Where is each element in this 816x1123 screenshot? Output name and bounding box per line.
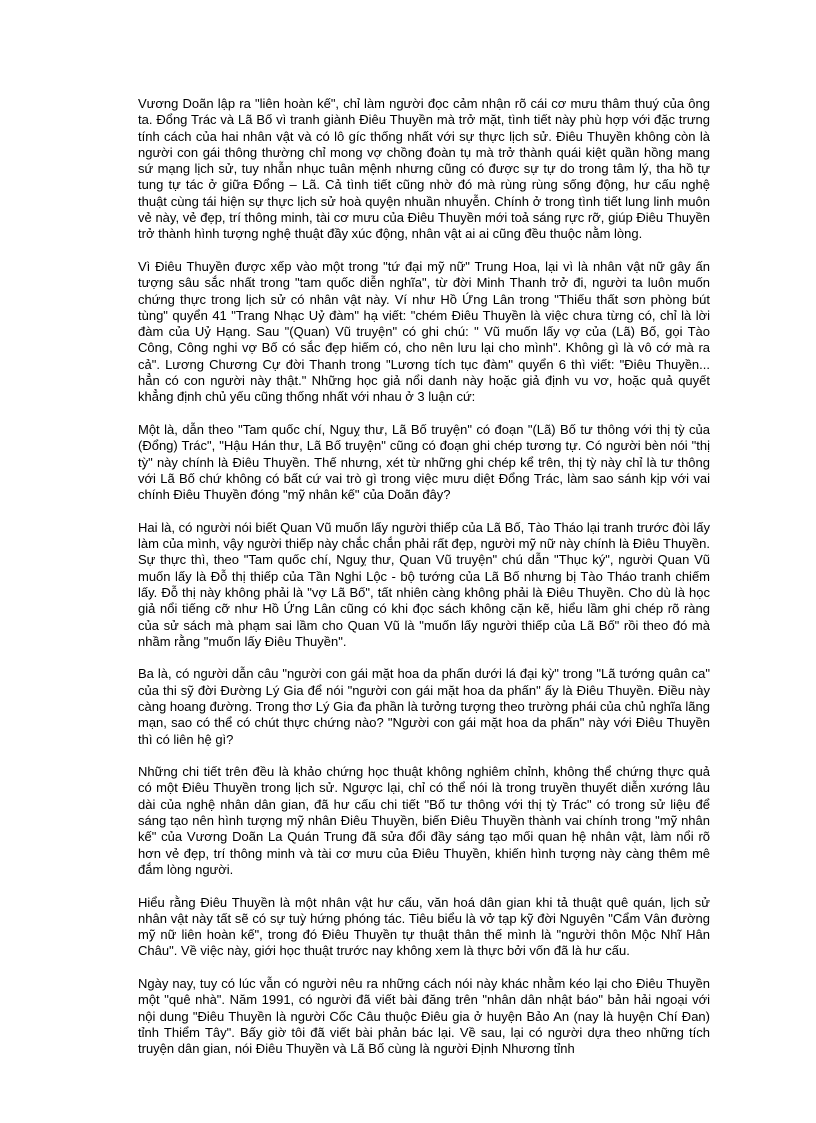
paragraph-4: Hai là, có người nói biết Quan Vũ muốn lấy người thiếp của Lã Bố, Tào Tháo lại tranh trước đòi lấy làm của mình, vậy người thiếp này chắc chắn phải rất đẹp, người mỹ nữ này chính là Điêu Thuyền. Sự thực thì, theo "Tam quốc chí, Nguỵ thư, Quan Vũ truyện" chú dẫn "Thục ký", người Quan Vũ muốn lấy là Đỗ thị thiếp của Tần Nghi Lộc - bộ tướng của Lã Bố nhưng bị Tào Tháo tranh chiếm lấy. Đỗ thị này không phải là "vợ Lã Bố", tất nhiên càng không phải là Điêu Thuyền. Cho dù là học giả nổi tiếng cỡ như Hồ Ứng Lân cũng có khi đọc sách không cặn kẽ, hiểu lầm ghi chép rõ ràng của sử sách mà phạm sai lầm cho Quan Vũ là "muốn lấy người thiếp của Lã Bố" rồi theo đó mà nhầm rằng "muốn lấy Điêu Thuyền". [138, 519, 710, 649]
paragraph-5: Ba là, có người dẫn câu "người con gái mặt hoa da phấn dưới lá đại kỳ" trong "Lã tướng quân ca" của thi sỹ đời Đường Lý Gia để nói "người con gái mặt hoa da phấn" ấy là Điêu Thuyền. Điều này càng hoang đường. Trong thơ Lý Gia đa phần là tưởng tượng theo trường phái của chủ nghĩa lãng mạn, sao có thể có chút thực chứng nào? "Người con gái mặt hoa da phấn" này với Điêu Thuyền thì có liên hệ gì? [138, 666, 710, 747]
paragraph-1: Vương Doãn lập ra "liên hoàn kế", chỉ làm người đọc cảm nhận rõ cái cơ mưu thâm thuý của ông ta. Đổng Trác và Lã Bố vì tranh giành Điêu Thuyền mà trở mặt, tình tiết này phù hợp với đặc trưng tính cách của hai nhân vật và có lô gíc thống nhất với sự thực lịch sử. Điêu Thuyền không còn là người con gái thông thường chỉ mong vợ chồng đoàn tụ mà trở thành quái kiệt quần hồng mang sứ mạng lịch sử, tuy nhẫn nhục tuân mệnh nhưng cũng có được sự tự do trong tâm lý, tha hồ tự tung tự tác ở giữa Đổng – Lã. Cả tình tiết cũng nhờ đó mà rùng rùng sống động, hư cấu nghệ thuật cùng tái hiện sự thực lịch sử hoà quyện nhuần nhuyễn. Chính ở trong tình tiết lung linh muôn vẻ này, vẻ đẹp, trí thông minh, tài cơ mưu của Điêu Thuyền mới toả sáng rực rỡ, giúp Điêu Thuyền trở thành hình tượng nghệ thuật đầy xúc động, nhân vật ai ai cũng đều thuộc nằm lòng. [138, 96, 710, 242]
paragraph-8: Ngày nay, tuy có lúc vẫn có người nêu ra những cách nói này khác nhằm kéo lại cho Điêu Thuyền một "quê nhà". Năm 1991, có người đã viết bài đăng trên "nhân dân nhật báo" bản hải ngoại với nội dung "Điêu Thuyền là người Cốc Câu thuộc Điêu gia ở huyện Bảo An (nay là huyện Chí Đan) tỉnh Thiểm Tây". Bấy giờ tôi đã viết bài phản bác lại. Về sau, lại có người dựa theo những tích truyện dân gian, nói Điêu Thuyền và Lã Bố cùng là người Định Nhương tỉnh [138, 976, 710, 1057]
paragraph-2: Vì Điêu Thuyền được xếp vào một trong "tứ đại mỹ nữ" Trung Hoa, lại vì là nhân vật nữ gây ấn tượng sâu sắc nhất trong "tam quốc diễn nghĩa", từ đời Minh Thanh trở đi, người ta luôn muốn chứng thực trong lịch sử có nhân vật này. Ví như Hồ Ứng Lân trong "Thiếu thất sơn phòng bút tùng" quyển 41 "Trang Nhạc Uỷ đàm" hạ viết: "chém Điêu Thuyền là việc chưa từng có, chỉ là lời đàm của Uỷ Hạng. Sau "(Quan) Vũ truyện" có ghi chú: " Vũ muốn lấy vợ của (Lã) Bố, gọi Tào Công, Công nghi vợ Bố có sắc đẹp hiếm có, cho nên lưu lại cho mình". Không gì là vô cớ mà ra cả". Lương Chương Cự đời Thanh trong "Lương tích tục đàm" quyển 6 thì viết: "Điêu Thuyền... hẳn có con người này thật." Những học giả nổi danh này hoặc giả định vu vơ, hoặc quả quyết khẳng định chủ yếu cũng thống nhất với nhau ở 3 luận cứ: [138, 258, 710, 405]
paragraph-3: Một là, dẫn theo "Tam quốc chí, Nguỵ thư, Lã Bố truyện" có đoạn "(Lã) Bố tư thông với thị tỳ của (Đổng) Trác", "Hậu Hán thư, Lã Bố truyện" cũng có đoạn ghi chép tương tự. Có người bèn nói "thị tỳ" này chính là Điêu Thuyền. Thế nhưng, xét từ những ghi chép kể trên, thị tỳ này chỉ là tư thông với Lã Bố chứ không có bất cứ vai trò gì trong việc mưu diệt Đổng Trác, làm sao sánh kịp với vai chính Điêu Thuyền đóng "mỹ nhân kế" của Doãn đây? [138, 421, 710, 503]
paragraph-6: Những chi tiết trên đều là khảo chứng học thuật không nghiêm chỉnh, không thể chứng thực quả có một Điêu Thuyền trong lịch sử. Ngược lại, chỉ có thể nói là trong truyền thuyết diễn xướng lâu dài của nghệ nhân dân gian, đã hư cấu chi tiết "Bố tư thông với thị tỳ Trác" có trong sử liệu để sáng tạo nên hình tượng mỹ nhân Điêu Thuyền, biến Điêu Thuyền thành vai chính trong "mỹ nhân kế" của Vương Doãn La Quán Trung đã sửa đổi đầy sáng tạo mối quan hệ nhân vật, làm nổi rõ hơn vẻ đẹp, trí thông minh và tài cơ mưu của Điêu Thuyền, khiến hình tượng này càng thêm mê đắm lòng người. [138, 764, 710, 877]
paragraph-7: Hiểu rằng Điêu Thuyền là một nhân vật hư cấu, văn hoá dân gian khi tả thuật quê quán, lịch sử nhân vật này tất sẽ có sự tuỳ hứng phóng tác. Tiêu biểu là vở tạp kỹ đời Nguyên "Cẩm Vân đường mỹ nữ liên hoàn kế", trong đó Điêu Thuyền tự thuật thân thế mình là "người thôn Mộc Nhĩ Hân Châu". Về việc này, giới học thuật trước nay không xem là thực bởi vốn đã là hư cấu. [138, 894, 710, 959]
document-page [138, 96, 710, 1074]
